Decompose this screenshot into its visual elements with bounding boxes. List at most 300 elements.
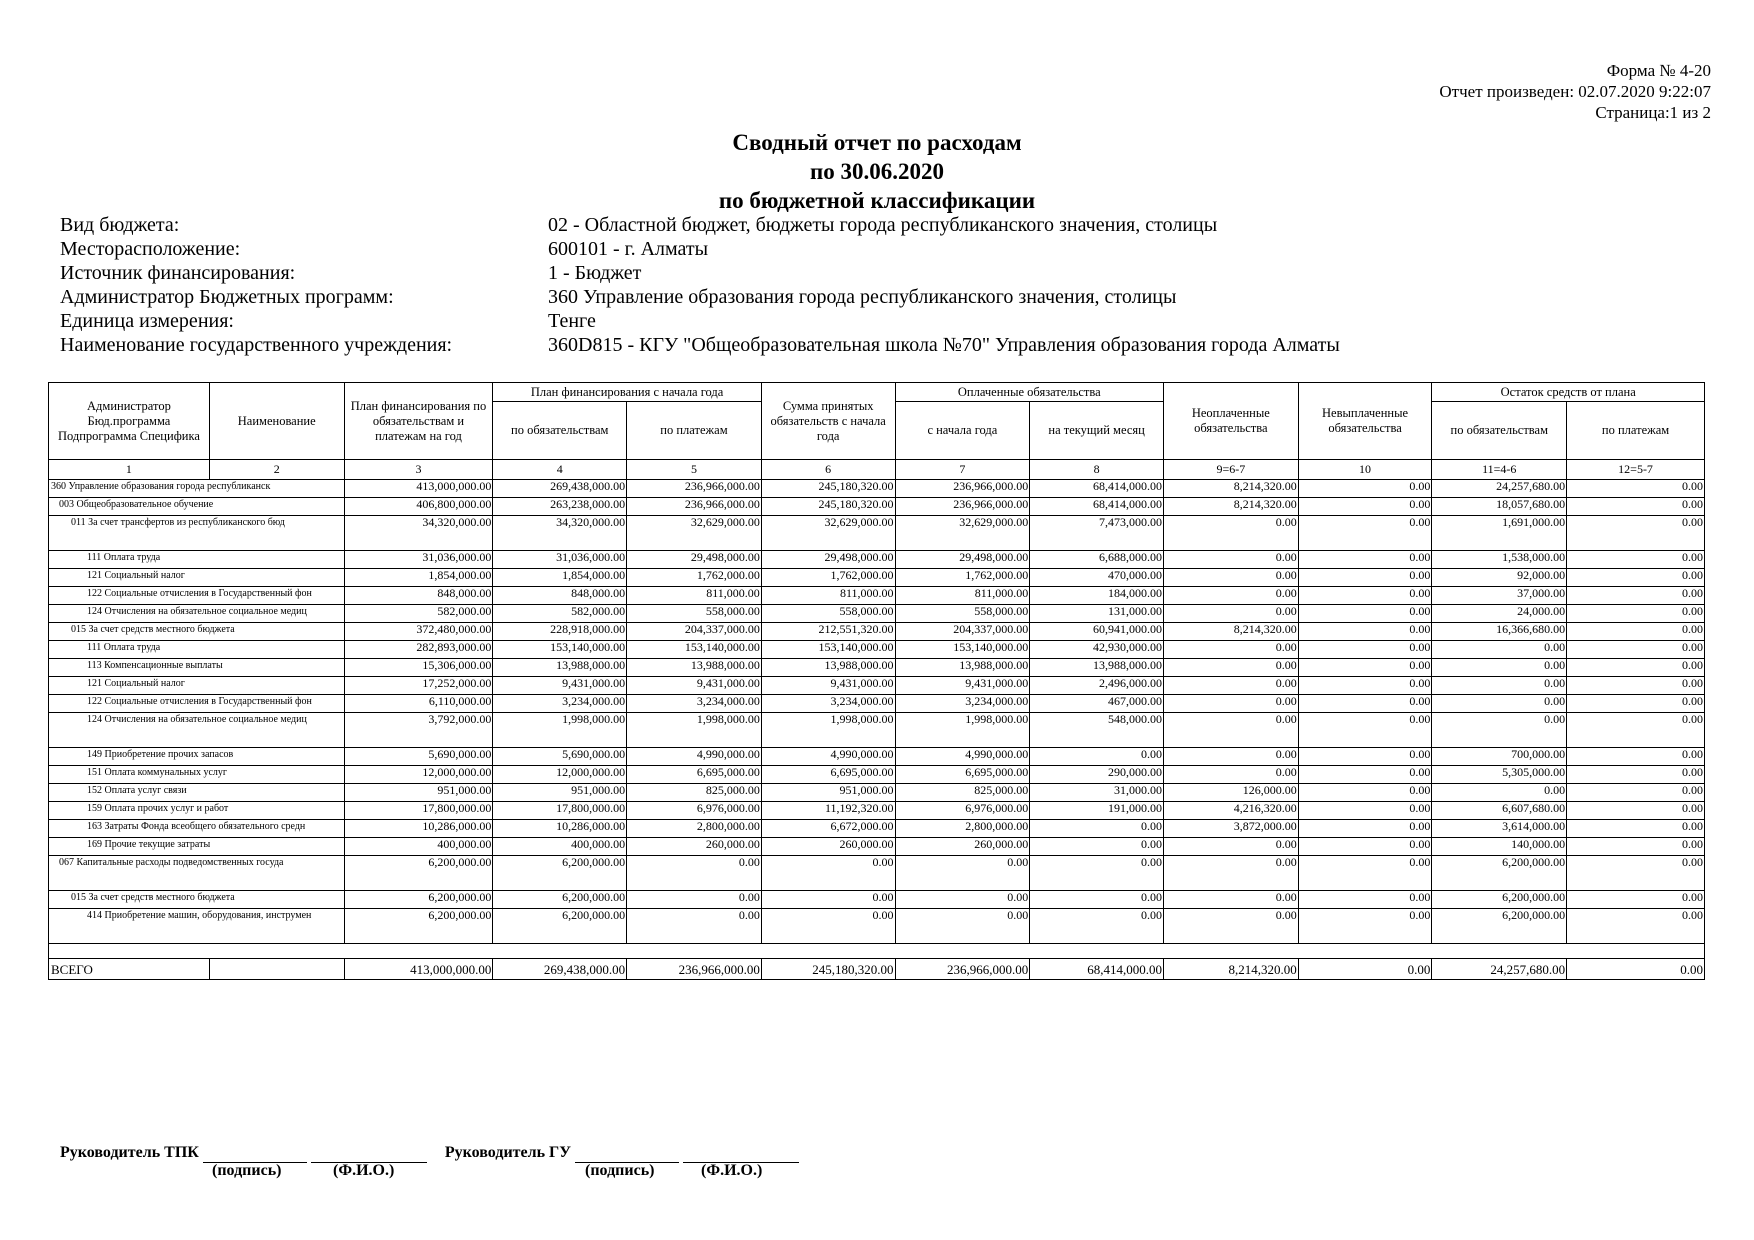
row-value: 0.00 [1298,891,1432,909]
table-row [49,802,1705,820]
sign-caption: (подпись) [585,1162,655,1179]
row-value: 811,000.00 [627,587,762,605]
row-value: 3,234,000.00 [895,695,1030,713]
row-value: 0.00 [627,856,762,891]
row-value: 228,918,000.00 [493,623,627,641]
row-value: 0.00 [895,891,1030,909]
row-value: 12,000,000.00 [493,766,627,784]
header-name: Наименование [209,383,344,460]
row-value: 0.00 [1298,587,1432,605]
fio-caption: (Ф.И.О.) [701,1162,763,1179]
row-value: 6,672,000.00 [761,820,895,838]
row-value: 0.00 [1030,748,1164,766]
row-value: 13,988,000.00 [493,659,627,677]
row-value: 0.00 [1298,820,1432,838]
row-value: 0.00 [1298,623,1432,641]
row-label: 159 Оплата прочих услуг и работ [49,802,345,820]
header-unpaid-obligations: Неоплаченные обязательства [1163,383,1298,460]
row-label: 121 Социальный налог [49,677,345,695]
row-value: 10,286,000.00 [344,820,493,838]
row-value: 0.00 [1163,605,1298,623]
table-row [49,677,1705,695]
header-rem-obligations: по обязательствам [1432,402,1567,460]
row-value: 1,762,000.00 [895,569,1030,587]
row-value: 0.00 [1030,838,1164,856]
row-value: 0.00 [1567,516,1705,551]
row-value: 212,551,320.00 [761,623,895,641]
signature-block [60,1143,799,1163]
row-label: 414 Приобретение машин, оборудования, инструмен [49,909,345,944]
total-label: ВСЕГО [49,959,210,980]
table-row [49,587,1705,605]
form-number: Форма № 4-20 [1606,61,1711,80]
row-value: 245,180,320.00 [761,480,895,498]
row-label: 111 Оплата труда [49,641,345,659]
total-value: 269,438,000.00 [493,959,627,980]
row-value: 558,000.00 [761,605,895,623]
row-value: 0.00 [1432,641,1567,659]
row-value: 13,988,000.00 [627,659,762,677]
row-value: 0.00 [1298,802,1432,820]
header-unpaid-out-obligations: Невыплаченные обязательства [1298,383,1432,460]
row-value: 0.00 [627,909,762,944]
row-value: 0.00 [1567,748,1705,766]
row-value: 11,192,320.00 [761,802,895,820]
table-row [49,784,1705,802]
row-value: 6,200,000.00 [1432,909,1567,944]
info-value: 1 - Бюджет [548,262,642,284]
row-value: 34,320,000.00 [493,516,627,551]
row-value: 3,234,000.00 [493,695,627,713]
row-value: 0.00 [1163,516,1298,551]
row-value: 400,000.00 [344,838,493,856]
header-paid-obligations: Оплаченные обязательства [895,383,1163,402]
total-row [49,959,1705,980]
row-value: 0.00 [1298,838,1432,856]
table-body [49,480,1705,944]
sign-caption: (подпись) [212,1162,282,1179]
row-label: 015 За счет средств местного бюджета [49,891,345,909]
row-value: 8,214,320.00 [1163,623,1298,641]
info-row [60,309,1340,333]
row-value: 153,140,000.00 [627,641,762,659]
header-admin-code: Администратор Бюд.программа Подпрограмма Специфика [49,383,210,460]
head-gu-label: Руководитель ГУ [444,1144,571,1161]
row-value: 4,990,000.00 [627,748,762,766]
header-since-year: с начала года [895,402,1030,460]
table-row [49,909,1705,944]
row-value: 0.00 [1030,909,1164,944]
row-value: 15,306,000.00 [344,659,493,677]
row-value: 6,200,000.00 [1432,856,1567,891]
row-value: 8,214,320.00 [1163,480,1298,498]
row-value: 0.00 [1163,909,1298,944]
row-value: 0.00 [1163,569,1298,587]
row-value: 582,000.00 [344,605,493,623]
row-value: 372,480,000.00 [344,623,493,641]
info-row [60,285,1340,309]
row-value: 204,337,000.00 [627,623,762,641]
row-value: 5,690,000.00 [344,748,493,766]
row-value: 236,966,000.00 [627,498,762,516]
header-remaining-plan: Остаток средств от плана [1432,383,1705,402]
spacer-cell [49,944,1705,959]
row-value: 700,000.00 [1432,748,1567,766]
row-label: 122 Социальные отчисления в Государственный фон [49,587,345,605]
total-value: 245,180,320.00 [761,959,895,980]
row-value: 260,000.00 [761,838,895,856]
column-numbers-row [49,460,1705,480]
row-value: 1,691,000.00 [1432,516,1567,551]
row-value: 548,000.00 [1030,713,1164,748]
row-value: 0.00 [761,856,895,891]
row-value: 260,000.00 [895,838,1030,856]
row-value: 0.00 [1030,820,1164,838]
row-value: 17,252,000.00 [344,677,493,695]
row-value: 236,966,000.00 [895,480,1030,498]
header-rem-payments: по платежам [1567,402,1705,460]
row-value: 4,990,000.00 [895,748,1030,766]
row-value: 0.00 [1163,695,1298,713]
column-number: 11=4-6 [1432,460,1567,480]
column-number: 8 [1030,460,1164,480]
row-value: 32,629,000.00 [627,516,762,551]
row-value: 558,000.00 [895,605,1030,623]
report-info [60,213,1340,357]
row-value: 126,000.00 [1163,784,1298,802]
info-value: 600101 - г. Алматы [548,238,709,260]
row-value: 2,800,000.00 [627,820,762,838]
row-value: 6,695,000.00 [895,766,1030,784]
row-value: 0.00 [1567,569,1705,587]
row-value: 951,000.00 [493,784,627,802]
row-value: 0.00 [1298,551,1432,569]
row-value: 1,854,000.00 [344,569,493,587]
row-value: 3,872,000.00 [1163,820,1298,838]
row-value: 0.00 [1567,659,1705,677]
column-number: 3 [344,460,493,480]
row-value: 6,110,000.00 [344,695,493,713]
column-number: 7 [895,460,1030,480]
row-value: 13,988,000.00 [761,659,895,677]
table-row [49,480,1705,498]
row-value: 13,988,000.00 [895,659,1030,677]
row-value: 6,200,000.00 [493,909,627,944]
row-value: 413,000,000.00 [344,480,493,498]
header-current-month: на текущий месяц [1030,402,1164,460]
row-value: 0.00 [627,891,762,909]
total-value: 24,257,680.00 [1432,959,1567,980]
row-value: 3,614,000.00 [1432,820,1567,838]
row-value: 0.00 [1298,480,1432,498]
row-value: 0.00 [1298,909,1432,944]
row-value: 0.00 [1567,713,1705,748]
row-value: 951,000.00 [761,784,895,802]
row-value: 24,000.00 [1432,605,1567,623]
row-value: 0.00 [1163,641,1298,659]
row-value: 4,216,320.00 [1163,802,1298,820]
row-value: 0.00 [1298,748,1432,766]
row-value: 92,000.00 [1432,569,1567,587]
page-indicator: Страница:1 из 2 [1595,103,1711,122]
row-value: 0.00 [1567,498,1705,516]
row-value: 3,234,000.00 [627,695,762,713]
row-value: 3,792,000.00 [344,713,493,748]
row-label: 003 Общеобразовательное обучение [49,498,345,516]
report-meta [1439,60,1711,123]
table-row [49,695,1705,713]
row-value: 0.00 [1567,695,1705,713]
info-row [60,261,1340,285]
row-label: 163 Затраты Фонда всеобщего обязательного средн [49,820,345,838]
row-value: 0.00 [1567,909,1705,944]
row-value: 825,000.00 [895,784,1030,802]
row-value: 0.00 [1298,784,1432,802]
table-row [49,605,1705,623]
row-value: 467,000.00 [1030,695,1164,713]
info-row [60,237,1340,261]
row-label: 011 За счет трансфертов из республиканского бюд [49,516,345,551]
produced-timestamp: Отчет произведен: 02.07.2020 9:22:07 [1439,82,1711,101]
head-tpk-label: Руководитель ТПК [60,1144,199,1161]
row-value: 4,990,000.00 [761,748,895,766]
row-value: 153,140,000.00 [895,641,1030,659]
row-value: 0.00 [1030,891,1164,909]
column-number: 6 [761,460,895,480]
row-value: 0.00 [1567,587,1705,605]
row-value: 6,200,000.00 [344,909,493,944]
row-value: 6,607,680.00 [1432,802,1567,820]
header-plan-since-year: План финансирования с начала года [493,383,761,402]
row-value: 1,998,000.00 [627,713,762,748]
table-row [49,838,1705,856]
row-value: 31,036,000.00 [493,551,627,569]
info-key: Администратор Бюджетных программ: [60,286,394,308]
row-value: 6,695,000.00 [761,766,895,784]
row-value: 6,695,000.00 [627,766,762,784]
row-label: 151 Оплата коммунальных услуг [49,766,345,784]
row-value: 13,988,000.00 [1030,659,1164,677]
row-value: 9,431,000.00 [493,677,627,695]
row-value: 0.00 [1030,856,1164,891]
row-value: 0.00 [1163,748,1298,766]
row-label: 113 Компенсационные выплаты [49,659,345,677]
row-value: 32,629,000.00 [895,516,1030,551]
row-value: 2,496,000.00 [1030,677,1164,695]
header-by-obligations: по обязательствам [493,402,627,460]
total-value: 0.00 [1298,959,1432,980]
row-value: 0.00 [1163,659,1298,677]
row-label: 124 Отчисления на обязательное социальное медиц [49,605,345,623]
spacer-row [49,944,1705,959]
row-value: 811,000.00 [761,587,895,605]
row-value: 191,000.00 [1030,802,1164,820]
column-number: 2 [209,460,344,480]
row-value: 140,000.00 [1432,838,1567,856]
row-value: 12,000,000.00 [344,766,493,784]
row-value: 24,257,680.00 [1432,480,1567,498]
row-value: 6,200,000.00 [344,891,493,909]
total-value: 236,966,000.00 [627,959,762,980]
row-value: 0.00 [1567,677,1705,695]
row-value: 6,200,000.00 [1432,891,1567,909]
total-value: 68,414,000.00 [1030,959,1164,980]
header-annual-plan: План финансирования по обязательствам и платежам на год [344,383,493,460]
total-value: 0.00 [1567,959,1705,980]
row-value: 153,140,000.00 [493,641,627,659]
fio-caption: (Ф.И.О.) [333,1162,395,1179]
row-value: 9,431,000.00 [627,677,762,695]
table-row [49,641,1705,659]
row-value: 0.00 [1567,802,1705,820]
row-value: 0.00 [1298,659,1432,677]
row-value: 31,036,000.00 [344,551,493,569]
table-row [49,623,1705,641]
row-value: 0.00 [1163,587,1298,605]
row-value: 1,762,000.00 [761,569,895,587]
title-line-3: по бюджетной классификации [718,188,1036,213]
row-value: 0.00 [895,909,1030,944]
row-value: 848,000.00 [493,587,627,605]
row-value: 2,800,000.00 [895,820,1030,838]
row-label: 169 Прочие текущие затраты [49,838,345,856]
table-row [49,569,1705,587]
info-value: 360 Управление образования города республиканского значения, столицы [548,286,1177,308]
report-title [0,128,1754,215]
total-value: 8,214,320.00 [1163,959,1298,980]
row-value: 470,000.00 [1030,569,1164,587]
row-value: 951,000.00 [344,784,493,802]
row-value: 0.00 [1567,480,1705,498]
row-value: 0.00 [1432,695,1567,713]
row-value: 0.00 [1298,569,1432,587]
row-value: 0.00 [1163,551,1298,569]
row-label: 124 Отчисления на обязательное социальное медиц [49,713,345,748]
title-line-1: Сводный отчет по расходам [732,130,1022,155]
row-value: 37,000.00 [1432,587,1567,605]
row-value: 0.00 [1432,677,1567,695]
row-value: 17,800,000.00 [493,802,627,820]
info-key: Вид бюджета: [60,214,180,236]
row-value: 0.00 [1567,838,1705,856]
info-value: Тенге [548,310,596,332]
info-key: Месторасположение: [60,238,241,260]
row-value: 29,498,000.00 [627,551,762,569]
table-row [49,820,1705,838]
row-value: 1,854,000.00 [493,569,627,587]
row-value: 0.00 [1567,766,1705,784]
column-number: 5 [627,460,762,480]
header-accepted-obligations: Сумма принятых обязательств с начала года [761,383,895,460]
row-value: 6,200,000.00 [344,856,493,891]
row-value: 0.00 [1298,677,1432,695]
column-number: 12=5-7 [1567,460,1705,480]
row-value: 0.00 [1163,713,1298,748]
row-value: 0.00 [1567,641,1705,659]
total-value: 236,966,000.00 [895,959,1030,980]
row-value: 0.00 [1567,605,1705,623]
row-value: 269,438,000.00 [493,480,627,498]
table-row [49,856,1705,891]
row-value: 5,305,000.00 [1432,766,1567,784]
row-value: 18,057,680.00 [1432,498,1567,516]
row-value: 42,930,000.00 [1030,641,1164,659]
row-value: 0.00 [1567,891,1705,909]
row-value: 0.00 [1567,551,1705,569]
row-value: 9,431,000.00 [895,677,1030,695]
row-value: 0.00 [1432,659,1567,677]
row-value: 6,976,000.00 [895,802,1030,820]
row-value: 0.00 [1163,766,1298,784]
row-value: 0.00 [1298,605,1432,623]
row-value: 0.00 [1432,784,1567,802]
table-row [49,551,1705,569]
row-value: 0.00 [761,909,895,944]
row-value: 7,473,000.00 [1030,516,1164,551]
table-header [49,383,1705,480]
row-value: 29,498,000.00 [761,551,895,569]
row-value: 34,320,000.00 [344,516,493,551]
table-row [49,516,1705,551]
row-label: 360 Управление образования города республиканск [49,480,345,498]
row-value: 68,414,000.00 [1030,498,1164,516]
row-value: 0.00 [1163,677,1298,695]
row-value: 260,000.00 [627,838,762,856]
info-row [60,333,1340,357]
row-value: 0.00 [1298,498,1432,516]
column-number: 1 [49,460,210,480]
info-value: 02 - Областной бюджет, бюджеты города республиканского значения, столицы [548,214,1218,236]
table-row [49,748,1705,766]
expense-report-table [48,382,1705,980]
row-value: 1,998,000.00 [895,713,1030,748]
row-value: 6,688,000.00 [1030,551,1164,569]
row-value: 582,000.00 [493,605,627,623]
row-label: 015 За счет средств местного бюджета [49,623,345,641]
row-label: 152 Оплата услуг связи [49,784,345,802]
row-value: 1,998,000.00 [761,713,895,748]
row-value: 29,498,000.00 [895,551,1030,569]
row-value: 1,538,000.00 [1432,551,1567,569]
row-value: 0.00 [1163,891,1298,909]
row-value: 32,629,000.00 [761,516,895,551]
row-value: 0.00 [1298,713,1432,748]
column-number: 9=6-7 [1163,460,1298,480]
row-value: 31,000.00 [1030,784,1164,802]
row-value: 0.00 [895,856,1030,891]
row-value: 6,976,000.00 [627,802,762,820]
info-value: 360D815 - КГУ "Общеобразовательная школа №70" Управления образования города Алматы [548,334,1340,356]
row-value: 16,366,680.00 [1432,623,1567,641]
table-row [49,713,1705,748]
info-key: Источник финансирования: [60,262,296,284]
row-value: 236,966,000.00 [895,498,1030,516]
row-value: 8,214,320.00 [1163,498,1298,516]
row-value: 236,966,000.00 [627,480,762,498]
row-value: 282,893,000.00 [344,641,493,659]
row-value: 0.00 [1298,641,1432,659]
row-value: 0.00 [1567,623,1705,641]
table-row [49,891,1705,909]
row-value: 60,941,000.00 [1030,623,1164,641]
info-key: Единица измерения: [60,310,234,332]
row-value: 811,000.00 [895,587,1030,605]
row-value: 131,000.00 [1030,605,1164,623]
row-value: 6,200,000.00 [493,891,627,909]
row-value: 6,200,000.00 [493,856,627,891]
row-label: 111 Оплата труда [49,551,345,569]
table-row [49,498,1705,516]
